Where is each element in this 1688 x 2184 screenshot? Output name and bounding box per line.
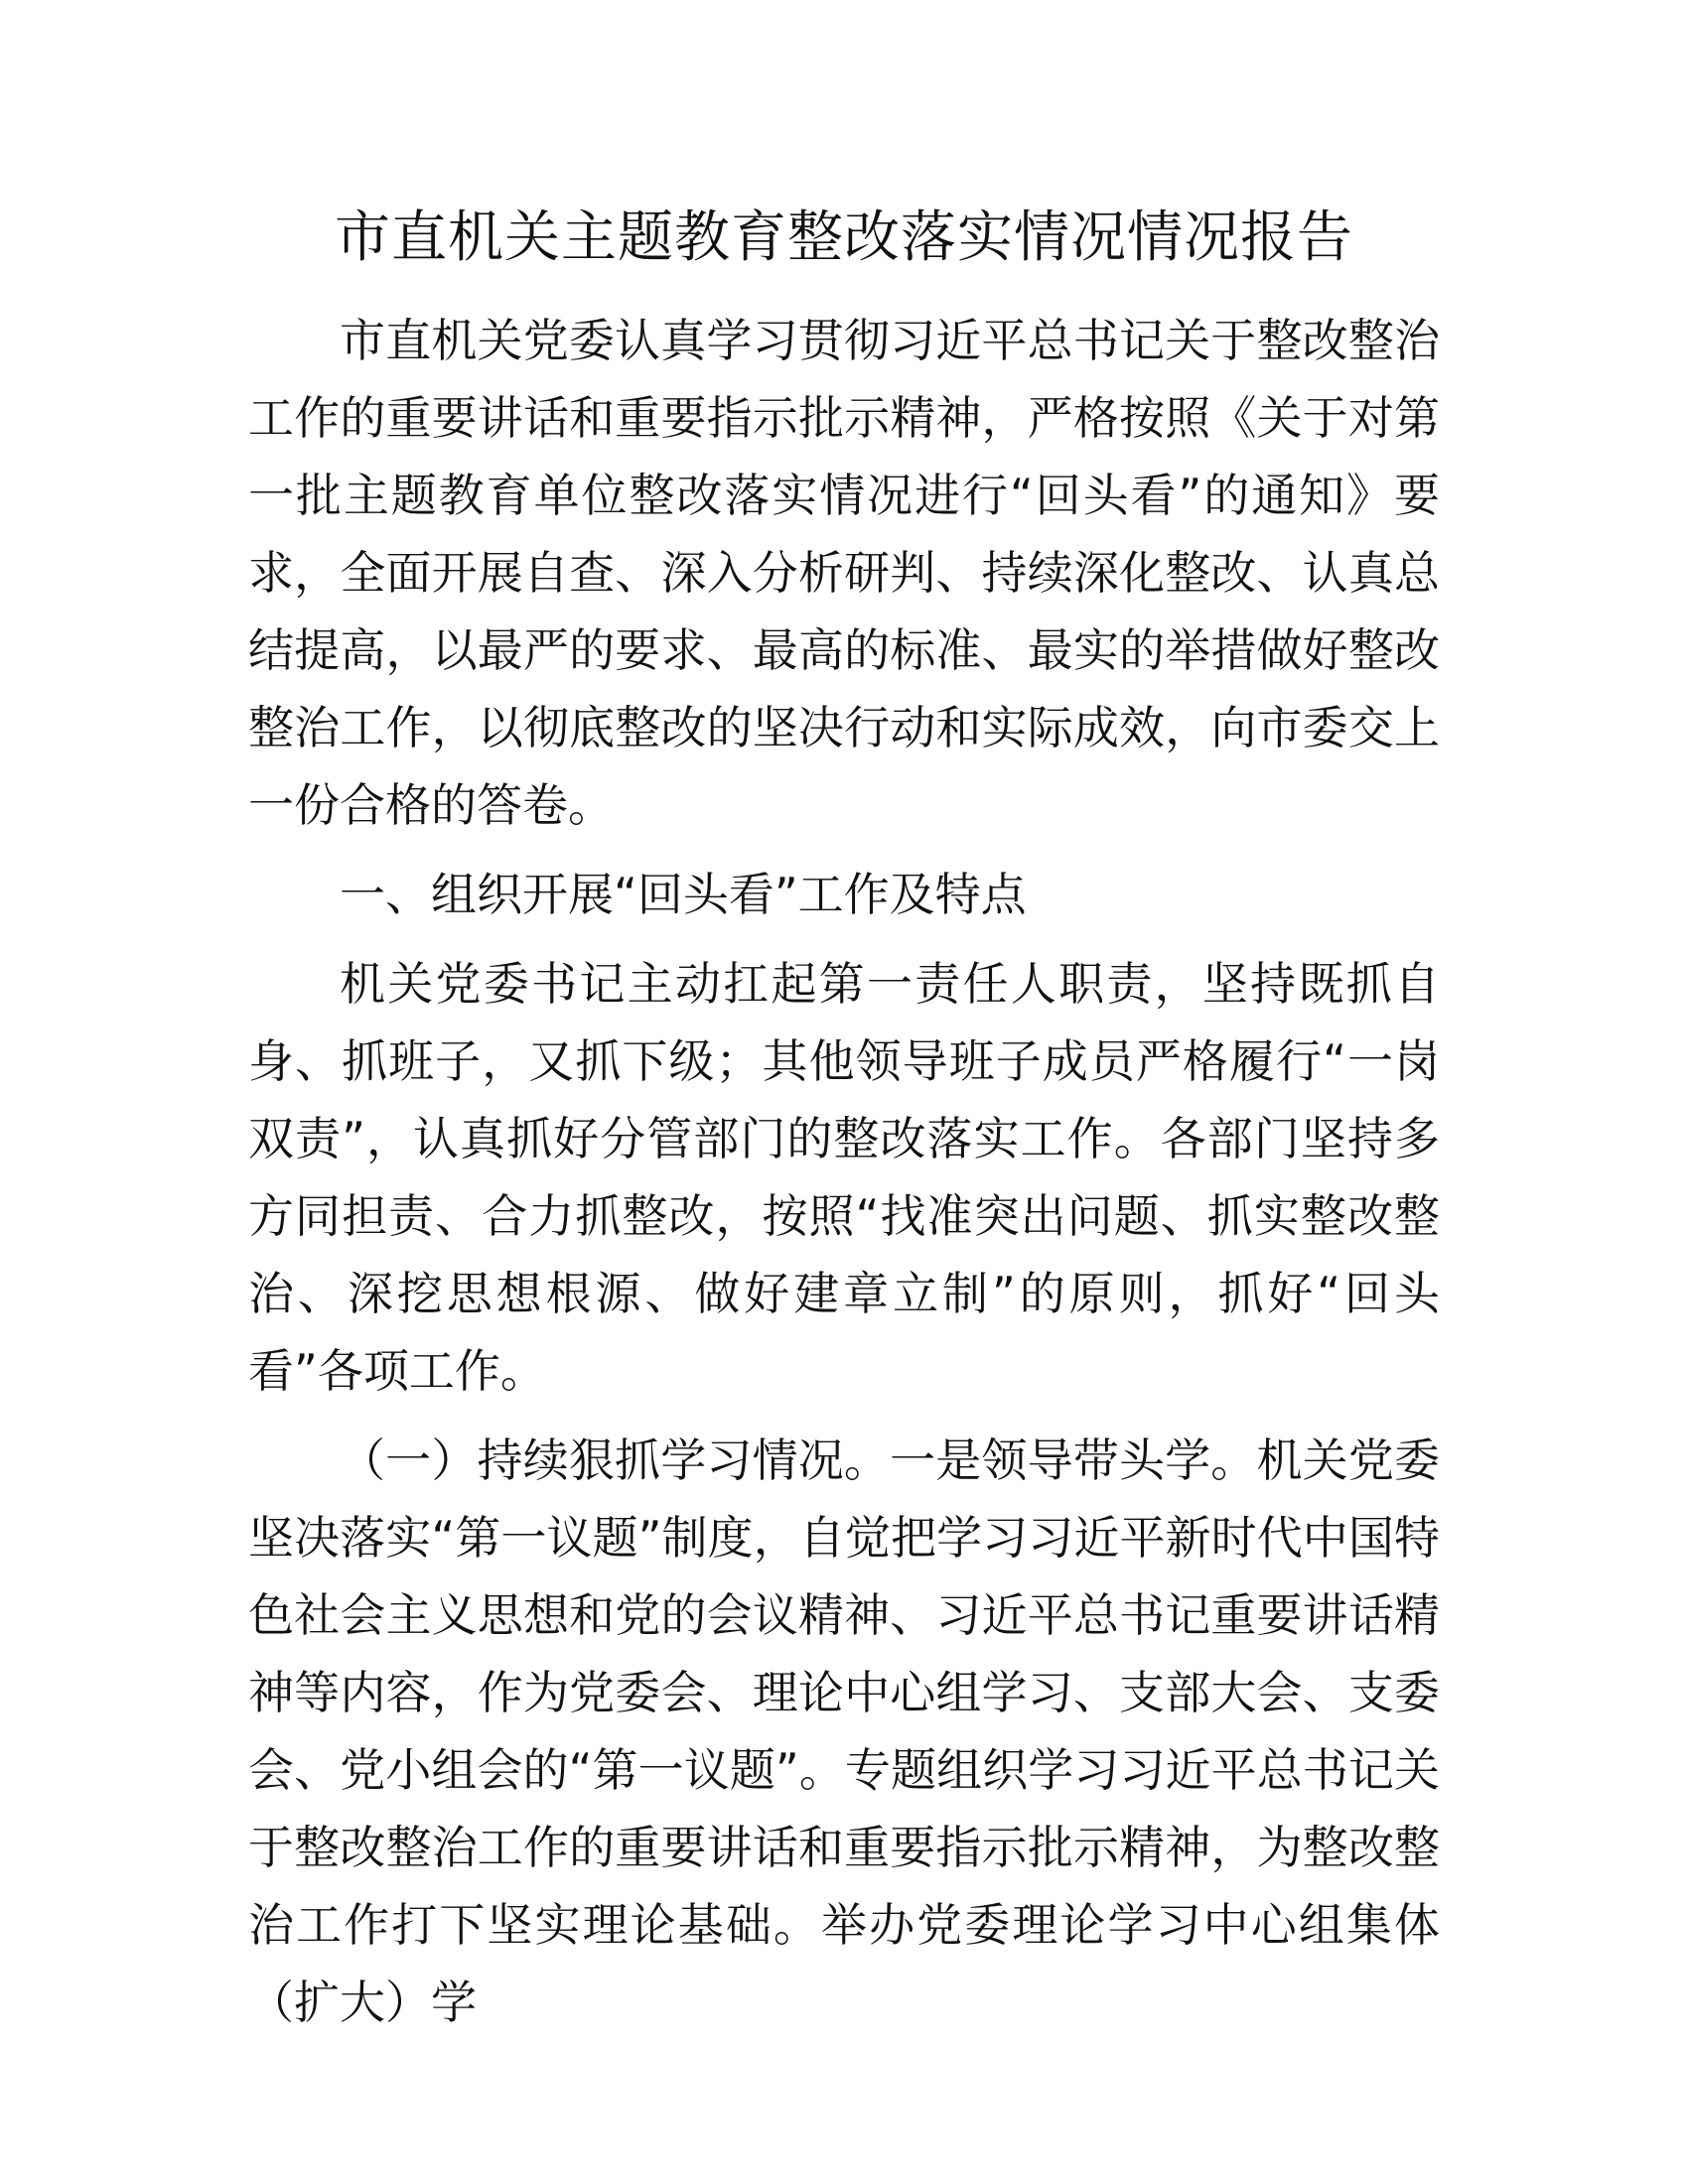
intro-paragraph: 市直机关党委认真学习贯彻习近平总书记关于整改整治工作的重要讲话和重要指示批示精神，严格按照《关于对第一批主题教育单位整改落实情况进行“回头看”的通知》要求，全面开展自查、深入分析研判、持续深化整改、认真总结提高，以最严的要求、最高的标准、最实的举措做好整改整治工作，以彻底整改的坚决行动和实际成效，向市委交上一份合格的答卷。 [248, 314, 1440, 832]
section-heading: 一、组织开展“回头看”工作及特点 [340, 868, 1027, 921]
document-body [248, 302, 1440, 2053]
section-paragraph: 机关党委书记主动扛起第一责任人职责，坚持既抓自身、抓班子，又抓下级；其他领导班子成员严格履行“一岗双责”，认真抓好分管部门的整改落实工作。各部门坚持多方同担责、合力抓整改，按照“找准突出问题、抓实整改整治、深挖思想根源、做好建章立制”的原则，抓好“回头看”各项工作。 [248, 957, 1440, 1398]
subsection-paragraph: （一）持续狠抓学习情况。一是领导带头学。机关党委坚决落实“第一议题”制度，自觉把学习习近平新时代中国特色社会主义思想和党的会议精神、习近平总书记重要讲话精神等内容，作为党委会、理论中心组学习、支部大会、支委会、党小组会的“第一议题”。专题组织学习习近平总书记关于整改整治工作的重要讲话和重要指示批示精神，为整改整治工作打下坚实理论基础。举办党委理论学习中心组集体（扩大）学 [248, 1433, 1440, 2029]
document-title: 市直机关主题教育整改落实情况情况报告 [335, 205, 1353, 270]
